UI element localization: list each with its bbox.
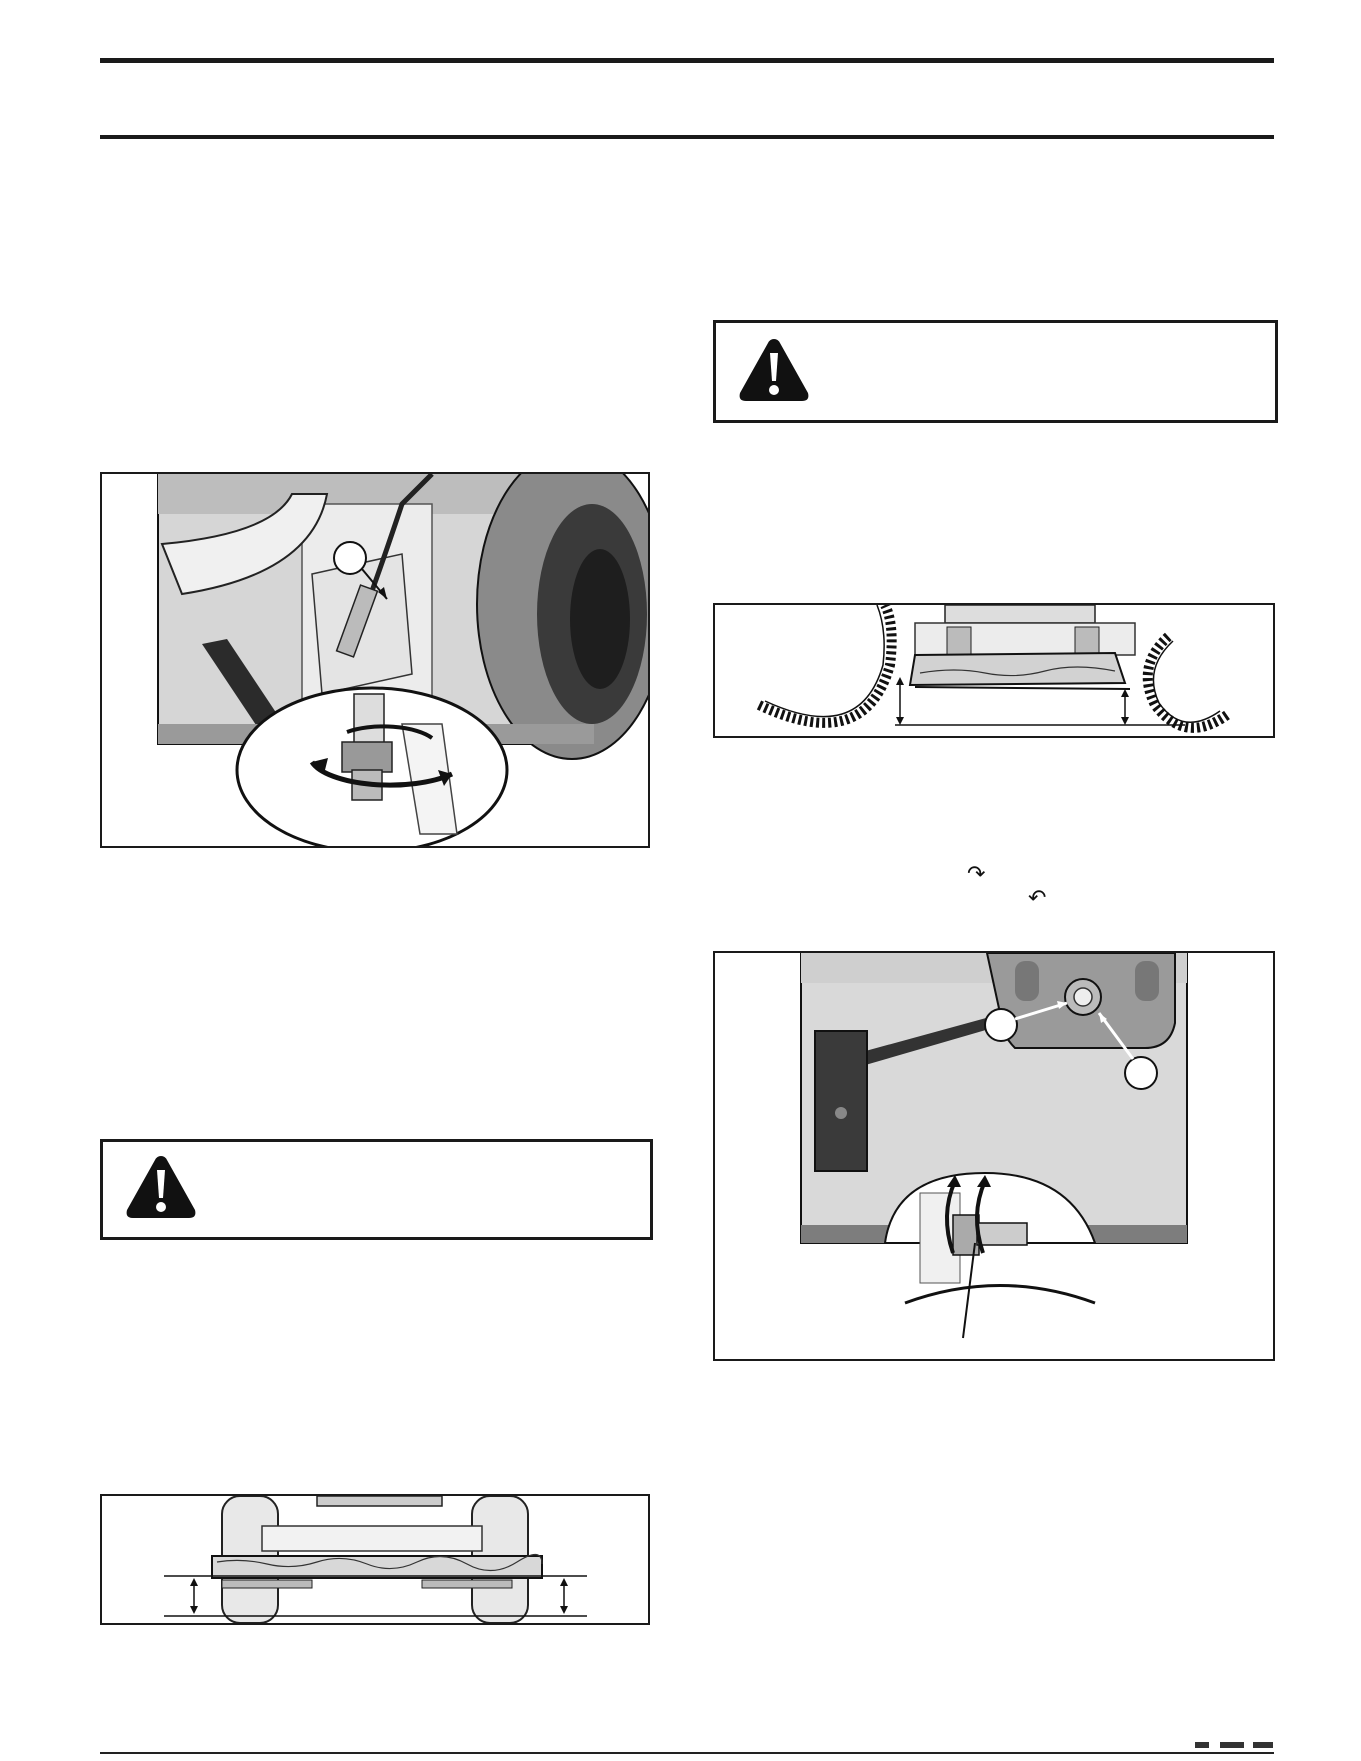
warning-triangle-icon xyxy=(123,1152,199,1222)
figure-cable-adjust xyxy=(100,472,650,848)
warning-left-text xyxy=(213,1142,640,1237)
cable-adjust-illustration xyxy=(102,474,648,846)
warning-triangle-icon xyxy=(736,335,812,405)
deck-side-illustration xyxy=(715,605,1273,736)
warning-box-top-right xyxy=(713,320,1278,423)
footer-mark-2 xyxy=(1220,1742,1244,1748)
figure-deck-bolt-adjust xyxy=(713,951,1275,1361)
counterclockwise-arrow-icon: ↶ xyxy=(1028,886,1047,911)
figure-deck-front xyxy=(100,1494,650,1625)
figure-deck-side xyxy=(713,603,1275,738)
footer-rule xyxy=(100,1752,1274,1754)
footer-mark-3 xyxy=(1253,1742,1273,1748)
warning-box-left xyxy=(100,1139,653,1240)
deck-front-illustration xyxy=(102,1496,648,1623)
warning-top-right-text xyxy=(826,323,1265,420)
clockwise-arrow-icon: ↷ xyxy=(967,862,986,887)
deck-bolt-illustration xyxy=(715,953,1273,1359)
header-rule-top xyxy=(100,58,1274,63)
header-rule-bottom xyxy=(100,135,1274,139)
footer-mark-1 xyxy=(1195,1742,1209,1748)
